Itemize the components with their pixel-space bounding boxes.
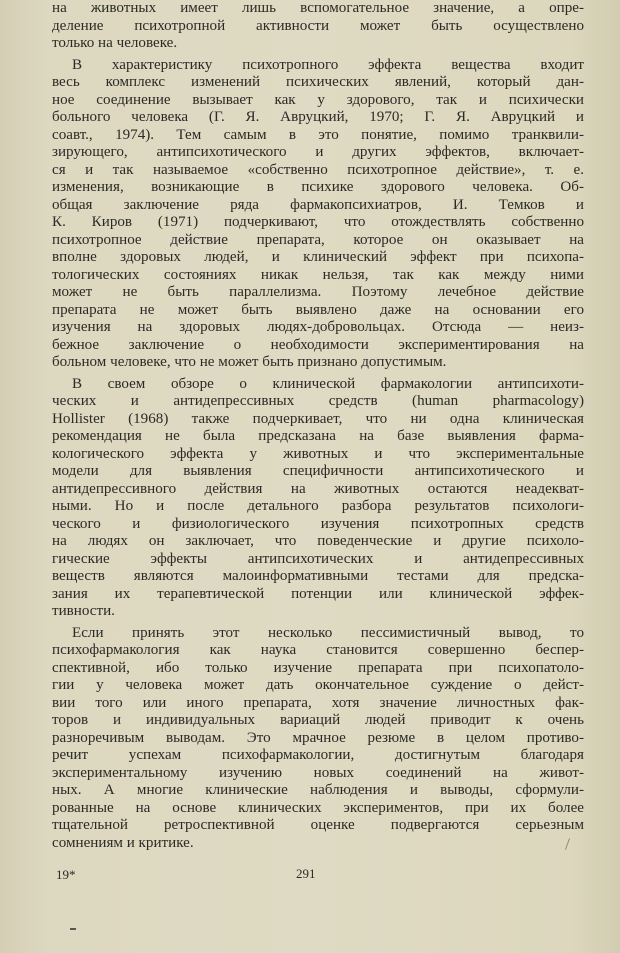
paragraph bbox=[52, 625, 584, 853]
text-line: бежное заключение о необходимости экспериментирования на bbox=[52, 336, 584, 353]
text-line: разноречивым выводам. Это мрачное резюме в целом противо- bbox=[52, 729, 584, 746]
text-line: Hollister (1968) также подчеркивает, что ни одна клиническая bbox=[52, 410, 584, 427]
text-line: больном человеке, что не может быть признано допустимым. bbox=[52, 354, 447, 370]
text-line: речит успехам психофармакологии, достигнутым благодаря bbox=[52, 747, 584, 763]
text-line: ное соединение вызывает как у здорового, так и психически bbox=[52, 91, 584, 108]
paper-speck bbox=[70, 928, 76, 930]
text-line: деление психотропной активности может быть осуществлено bbox=[52, 17, 584, 34]
text-line: модели для выявления специфичности антипсихотического и bbox=[52, 463, 584, 479]
text-line: изменения, возникающие в психике здорового человека. Об- bbox=[52, 179, 584, 195]
text-line: рекомендация не была предсказана на базе выявления фарма- bbox=[52, 428, 584, 444]
text-line: весь комплекс изменений психических явлений, который дан- bbox=[52, 74, 584, 90]
text-line: гические эффекты антипсихотических и антидепрессивных bbox=[52, 550, 584, 567]
text-line: вии того или иного препарата, хотя значение личностных фак- bbox=[52, 694, 584, 711]
text-line: ческих и антидепрессивных средств (human pharmacology) bbox=[52, 393, 584, 409]
page-number: 291 bbox=[296, 866, 316, 881]
text-line: ся и так называемое «собственно психотропное действие», т. е. bbox=[52, 161, 584, 178]
text-line: В характеристику психотропного эффекта вещества входит bbox=[72, 56, 584, 73]
text-line: спективной, ибо только изучение препарата при психопатоло- bbox=[52, 659, 584, 676]
text-line: только на человеке. bbox=[52, 35, 178, 51]
text-line: тивности. bbox=[52, 603, 115, 619]
text-line: на людях он заключает, что поведенческие и другие психоло- bbox=[52, 533, 584, 549]
text-line: больного человека (Г. Я. Авруцкий, 1970; Г. Я. Авруцкий и bbox=[52, 109, 584, 125]
printer-signature: 19* bbox=[56, 867, 76, 882]
text-line: зания их терапевтической потенции или клинической эффек- bbox=[52, 585, 584, 602]
text-line: на животных имеет лишь вспомогательное значение, а опре- bbox=[52, 0, 584, 16]
text-line: ных. А многие клинические наблюдения и выводы, сформули- bbox=[52, 782, 584, 798]
text-line: гии у человека может дать окончательное суждение о дейст- bbox=[52, 677, 584, 693]
text-line: зирующего, антипсихотического и других эффектов, включает- bbox=[52, 144, 584, 160]
paragraph bbox=[52, 376, 584, 621]
text-line: сомнениям и критике. bbox=[52, 834, 194, 851]
text-line: психотропное действие препарата, которое он оказывает на bbox=[52, 231, 584, 248]
text-line: экспериментальному изучению новых соединений на живот- bbox=[52, 764, 584, 781]
text-line: может не быть параллелизма. Поэтому лечебное действие bbox=[52, 284, 584, 300]
text-line: тщательной ретроспективной оценке подвергаются серьезным bbox=[52, 817, 584, 833]
text-line: ческого и физиологического изучения психотропных средств bbox=[52, 515, 584, 532]
text-line: антидепрессивного действия на животных остаются неадекват- bbox=[52, 480, 584, 497]
body-text bbox=[52, 0, 584, 852]
text-line: торов и индивидуальных вариаций людей приводит к очень bbox=[52, 712, 584, 728]
text-line: психофармакология как наука становится совершенно беспер- bbox=[52, 642, 584, 658]
paragraph bbox=[52, 0, 584, 53]
text-line: вполне здоровых людей, и клинический эффект при психопа- bbox=[52, 249, 584, 265]
text-line: веществ являются малоинформативными тестами для предска- bbox=[52, 568, 584, 584]
paragraph bbox=[52, 57, 584, 372]
text-line: рованные на основе клинических экспериментов, при их более bbox=[52, 799, 584, 816]
text-line: тологических состояниях никак нельзя, так как между ними bbox=[52, 266, 584, 283]
text-line: изучения на здоровых людях-добровольцах. Отсюда — неиз- bbox=[52, 319, 584, 335]
text-line: кологического эффекта у животных и что экспериментальные bbox=[52, 445, 584, 462]
text-line: общая заключение ряда фармакопсихиатров, И. Темков и bbox=[52, 196, 584, 213]
text-line: ными. Но и после детального разбора результатов психологи- bbox=[52, 498, 584, 514]
text-line: В своем обзоре о клинической фармакологии антипсихоти- bbox=[72, 375, 584, 392]
text-line: Если принять этот несколько пессимистичный вывод, то bbox=[72, 624, 584, 641]
text-line: соавт., 1974). Тем самым в это понятие, помимо транквили- bbox=[52, 126, 584, 143]
text-line: препарата не может быть выявлено даже на основании его bbox=[52, 301, 584, 318]
text-line: К. Киров (1971) подчеркивают, что отождествлять собственно bbox=[52, 214, 584, 230]
